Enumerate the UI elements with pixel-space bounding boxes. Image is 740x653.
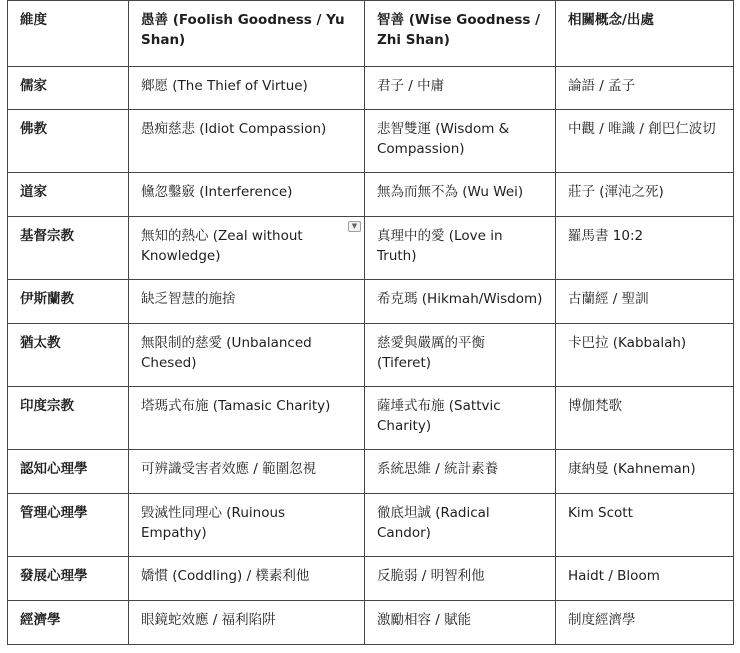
row-wise: 希克瑪 (Hikmah/Wisdom) [365, 280, 556, 324]
row-dimension: 經濟學 [8, 601, 129, 645]
row-dimension: 猶太教 [8, 324, 129, 387]
table-row [8, 280, 734, 324]
row-source: 古蘭經 / 聖訓 [556, 280, 734, 324]
row-dimension: 儒家 [8, 67, 129, 110]
row-dimension: 管理心理學 [8, 494, 129, 557]
header-dimension: 維度 [8, 1, 129, 67]
row-source: 莊子 (渾沌之死) [556, 173, 734, 217]
header-wise-goodness: 智善 (Wise Goodness / Zhi Shan) [365, 1, 556, 67]
table-row [8, 67, 734, 110]
row-wise: 無為而無不為 (Wu Wei) [365, 173, 556, 217]
row-source: 中觀 / 唯識 / 創巴仁波切 [556, 110, 734, 173]
table-row [8, 557, 734, 601]
header-foolish-goodness: 愚善 (Foolish Goodness / Yu Shan) [129, 1, 365, 67]
table-row [8, 387, 734, 450]
row-source: 論語 / 孟子 [556, 67, 734, 110]
chevron-down-icon[interactable]: ▼ [348, 221, 361, 232]
row-source: Haidt / Bloom [556, 557, 734, 601]
row-foolish: 愚痴慈悲 (Idiot Compassion) [129, 110, 365, 173]
row-dimension: 基督宗教 [8, 217, 129, 280]
row-foolish [129, 217, 365, 280]
row-source: 卡巴拉 (Kabbalah) [556, 324, 734, 387]
table-row [8, 601, 734, 645]
table-row [8, 217, 734, 280]
row-dimension: 認知心理學 [8, 450, 129, 494]
row-source: Kim Scott [556, 494, 734, 557]
table-row [8, 173, 734, 217]
row-wise: 君子 / 中庸 [365, 67, 556, 110]
table-row [8, 324, 734, 387]
header-related-concepts: 相關概念/出處 [556, 1, 734, 67]
row-source: 康納曼 (Kahneman) [556, 450, 734, 494]
row-wise: 反脆弱 / 明智利他 [365, 557, 556, 601]
table-row [8, 494, 734, 557]
row-foolish: 眼鏡蛇效應 / 福利陷阱 [129, 601, 365, 645]
table-row [8, 450, 734, 494]
row-foolish: 塔瑪式布施 (Tamasic Charity) [129, 387, 365, 450]
row-foolish: 鄉愿 (The Thief of Virtue) [129, 67, 365, 110]
row-foolish: 嬌慣 (Coddling) / 樸素利他 [129, 557, 365, 601]
row-wise: 悲智雙運 (Wisdom & Compassion) [365, 110, 556, 173]
row-wise: 徹底坦誠 (Radical Candor) [365, 494, 556, 557]
row-wise: 激勵相容 / 賦能 [365, 601, 556, 645]
row-dimension: 佛教 [8, 110, 129, 173]
row-dimension: 伊斯蘭教 [8, 280, 129, 324]
row-foolish: 缺乏智慧的施捨 [129, 280, 365, 324]
row-wise: 慈愛與嚴厲的平衡 (Tiferet) [365, 324, 556, 387]
row-source: 博伽梵歌 [556, 387, 734, 450]
row-wise: 系統思維 / 統計素養 [365, 450, 556, 494]
comparison-table [7, 0, 734, 645]
row-source: 羅馬書 10:2 [556, 217, 734, 280]
row-foolish: 儵忽鑿竅 (Interference) [129, 173, 365, 217]
cell-text: 無知的熱心 (Zeal without Knowledge) [141, 228, 303, 264]
row-foolish: 無限制的慈愛 (Unbalanced Chesed) [129, 324, 365, 387]
row-wise: 薩埵式布施 (Sattvic Charity) [365, 387, 556, 450]
row-foolish: 毀滅性同理心 (Ruinous Empathy) [129, 494, 365, 557]
table-header-row [8, 1, 734, 67]
row-wise: 真理中的愛 (Love in Truth) [365, 217, 556, 280]
row-foolish: 可辨識受害者效應 / 範圍忽視 [129, 450, 365, 494]
row-dimension: 印度宗教 [8, 387, 129, 450]
row-source: 制度經濟學 [556, 601, 734, 645]
row-dimension: 道家 [8, 173, 129, 217]
row-dimension: 發展心理學 [8, 557, 129, 601]
table-row [8, 110, 734, 173]
